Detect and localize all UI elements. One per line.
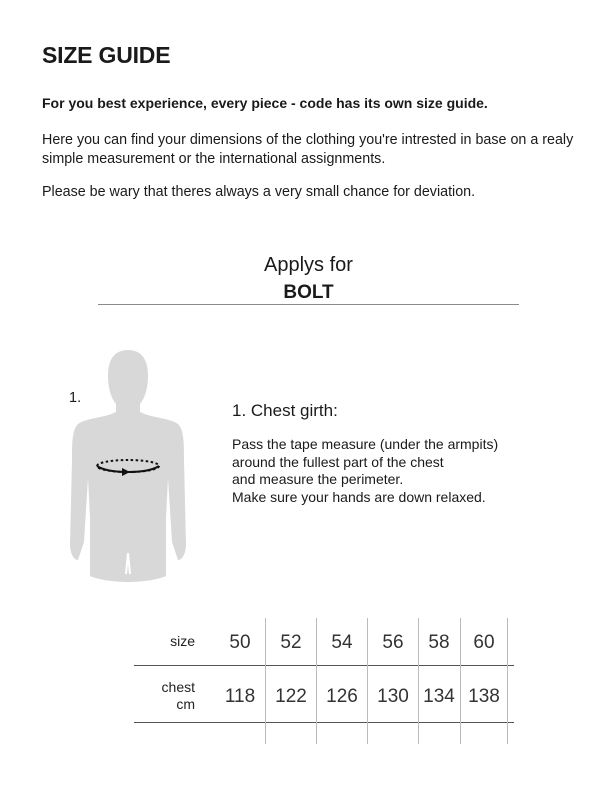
description-line: Make sure your hands are down relaxed. <box>232 488 486 505</box>
intro-text: Here you can find your dimensions of the clothing you're intrested in base on a realy simple measurement or the international assignments. <box>42 132 574 167</box>
chest-cell: 118 <box>224 686 256 707</box>
size-cell: 56 <box>382 632 404 653</box>
description-line: Pass the tape measure (under the armpits) <box>232 436 499 452</box>
chest-cell: 122 <box>275 686 307 707</box>
row-label-chest-line1: chest <box>161 679 195 695</box>
row-label-size: size <box>170 633 195 649</box>
page-title: SIZE GUIDE <box>42 42 171 68</box>
size-cell: 54 <box>331 632 353 653</box>
row-label-chest <box>120 679 195 713</box>
size-cell: 58 <box>428 632 450 653</box>
row-label-chest-line2: cm <box>176 696 195 712</box>
intro-note: Please be wary that theres always a very small chance for deviation. <box>42 184 476 200</box>
size-cell: 60 <box>473 632 495 653</box>
table-col-divider <box>507 618 508 744</box>
product-name: BOLT <box>283 282 334 303</box>
chest-cell: 138 <box>468 686 500 707</box>
measurement-title: 1. Chest girth: <box>232 401 338 420</box>
size-cell: 50 <box>229 632 251 653</box>
figure-number: 1. <box>69 390 82 406</box>
description-line: and measure the perimeter. <box>232 471 404 487</box>
table-rule-top <box>134 665 514 666</box>
size-cell: 52 <box>280 632 302 653</box>
intro-bold-text: For you best experience, every piece - code has its own size guide. <box>42 95 488 111</box>
chest-cell: 134 <box>423 686 455 707</box>
applies-label: Applys for <box>264 254 353 276</box>
description-line: around the fullest part of the chest <box>232 453 444 470</box>
chest-cell: 130 <box>377 686 409 707</box>
table-rule-bottom <box>134 722 514 723</box>
chest-cell: 126 <box>326 686 358 707</box>
